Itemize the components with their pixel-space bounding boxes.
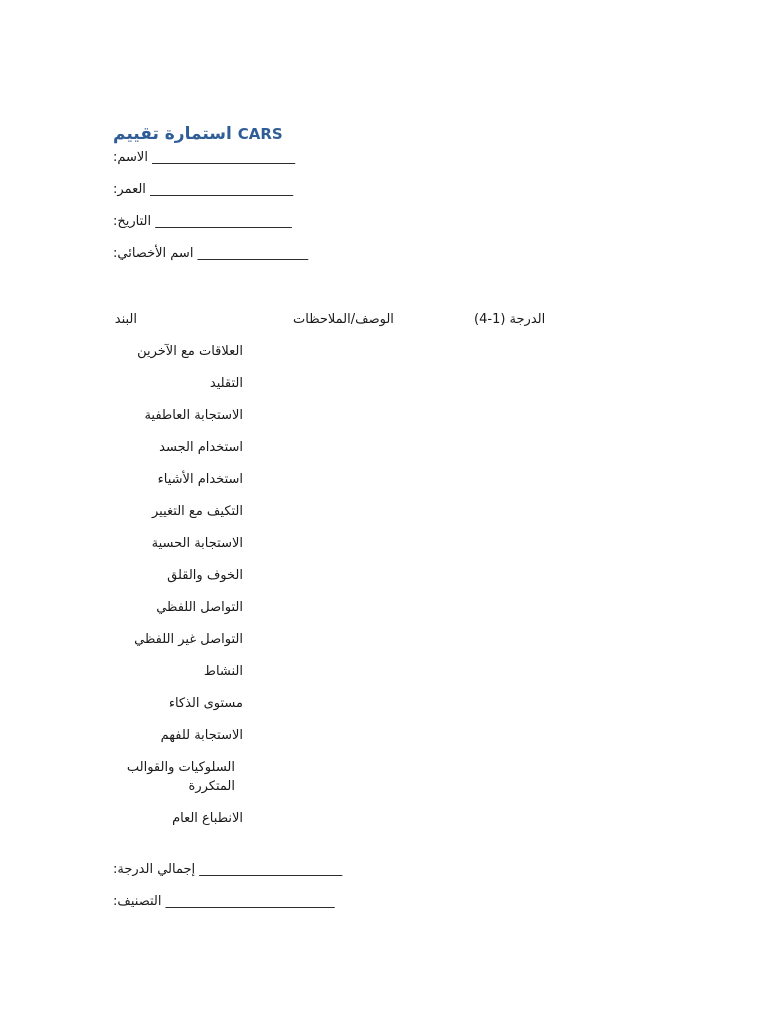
list-item: التكيف مع التغيير	[152, 504, 243, 519]
field-name-blank: ______________________	[152, 150, 296, 165]
list-item: الاستجابة للفهم	[160, 728, 243, 743]
list-item: مستوى الذكاء	[168, 696, 243, 711]
list-item: الاستجابة العاطفية	[144, 408, 243, 423]
list-item: السلوكيات والقوالب المتكررة	[126, 760, 235, 794]
field-name	[113, 149, 295, 167]
field-age	[113, 181, 293, 199]
list-item: استخدام الجسد	[159, 440, 243, 455]
list-item: العلاقات مع الآخرين	[137, 344, 243, 359]
field-date-label: :التاريخ	[113, 214, 152, 229]
field-classification-blank: __________________________	[165, 894, 335, 909]
list-item: التواصل غير اللفظي	[134, 632, 243, 647]
field-classification	[113, 893, 335, 911]
column-header-description: الوصف/الملاحظات	[293, 312, 394, 327]
field-date-blank: _____________________	[155, 214, 292, 229]
list-item: الاستجابة الحسية	[151, 536, 243, 551]
form-title-arabic: استمارة تقييم	[113, 124, 232, 144]
field-specialist	[113, 245, 308, 263]
list-item: التقليد	[209, 376, 243, 391]
field-total-score-blank: ______________________	[199, 862, 343, 877]
list-item: الخوف والقلق	[167, 568, 243, 583]
field-total-score-label: :إجمالي الدرجة	[113, 862, 196, 877]
field-total-score	[113, 861, 342, 879]
field-age-blank: ______________________	[150, 182, 294, 197]
field-age-label: :العمر	[113, 182, 146, 197]
field-classification-label: :التصنيف	[113, 894, 162, 909]
list-item: الانطباع العام	[172, 811, 243, 826]
column-header-score: الدرجة (1-4)	[474, 312, 546, 327]
form-title	[113, 124, 283, 144]
form-title-latin: CARS	[237, 125, 283, 143]
field-specialist-blank: _________________	[197, 246, 309, 261]
field-name-label: :الاسم	[113, 150, 148, 165]
list-item: التواصل اللفظي	[156, 600, 243, 615]
list-item: استخدام الأشياء	[157, 472, 243, 487]
column-header-item: البند	[114, 312, 137, 327]
list-item: النشاط	[203, 664, 243, 679]
field-specialist-label: :اسم الأخصائي	[113, 246, 194, 261]
field-date	[113, 213, 292, 231]
